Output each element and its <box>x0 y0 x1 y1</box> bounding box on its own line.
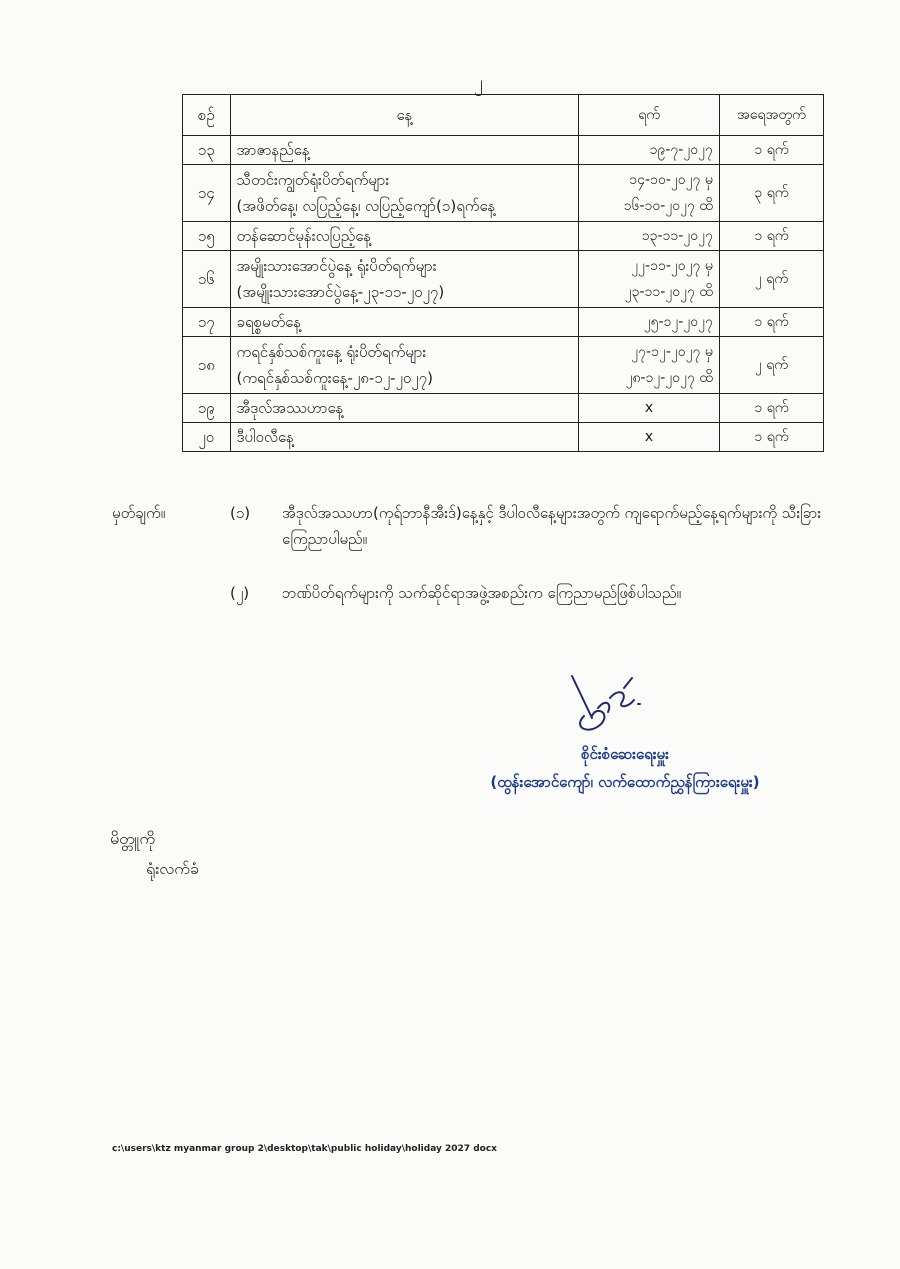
footer-file-path: c:\users\ktz myanmar group 2\desktop\tak\public holiday\holiday 2027 docx <box>112 1144 497 1154</box>
notes-heading: မှတ်ချက်။ <box>112 504 166 522</box>
row-no: ၁၃ <box>183 136 231 165</box>
table-header-row <box>183 95 824 136</box>
table-row <box>183 165 824 222</box>
row-name-cell <box>230 165 579 222</box>
row-name: ဒီပါဝလီနေ့ <box>230 423 579 452</box>
row-name: အီဒုလ်အဿဟာနေ့ <box>230 394 579 423</box>
row-name: တန်ဆောင်မုန်းလပြည့်နေ့ <box>230 222 579 251</box>
signature-stroke <box>572 676 640 730</box>
row-name: အာဇာနည်နေ့ <box>230 136 579 165</box>
row-name-detail: (အမျိုးသားအောင်ပွဲနေ့-၂၃-၁၁-၂၀၂၇) <box>236 283 445 301</box>
table-row <box>183 423 824 452</box>
row-date: ၁၃-၁၁-၂၀၂၇ <box>579 222 720 251</box>
row-count: ၁ ရက် <box>719 136 823 165</box>
note-text: ဘဏ်ပိတ်ရက်များကို သက်ဆိုင်ရာအဖွဲ့အစည်းက ကြေညာမည်ဖြစ်ပါသည်။ <box>282 584 682 602</box>
page-number: ၂ <box>474 72 483 93</box>
signatory-block <box>450 740 800 796</box>
row-name: ခရစ္စမတ်နေ့ <box>230 308 579 337</box>
row-count: ၁ ရက် <box>719 308 823 337</box>
row-no: ၁၈ <box>183 337 231 394</box>
row-name-cell <box>230 251 579 308</box>
table-row <box>183 251 824 308</box>
note-number: (၁) <box>230 504 251 522</box>
row-date-to: ၂၈-၁၂-၂၀၂၇ ထိ <box>625 370 713 386</box>
header-no: စဉ် <box>183 95 231 136</box>
row-date: ၁၉-၇-၂၀၂၇ <box>579 136 720 165</box>
handwritten-signature <box>562 668 652 738</box>
header-date: ရက် <box>579 95 720 136</box>
row-date: x <box>579 423 720 452</box>
row-count: ၁ ရက် <box>719 394 823 423</box>
row-count: ၃ ရက် <box>719 165 823 222</box>
header-name: နေ့ <box>230 95 579 136</box>
row-no: ၁၆ <box>183 251 231 308</box>
row-date-from: ၁၄-၁၀-၂၀၂၇ မှ <box>629 172 713 188</box>
table-row <box>183 222 824 251</box>
row-no: ၁၉ <box>183 394 231 423</box>
row-no: ၁၄ <box>183 165 231 222</box>
row-name-cell <box>230 337 579 394</box>
signatory-name: စိုင်းစံဆေးရေးမှူး <box>581 745 669 763</box>
row-date: ၂၅-၁၂-၂၀၂၇ <box>579 308 720 337</box>
row-date-to: ၁၆-၁၀-၂၀၂၇ ထိ <box>623 198 713 214</box>
distribution-list <box>110 824 199 884</box>
row-name: သီတင်းကျွတ်ရုံးပိတ်ရက်များ <box>236 171 390 189</box>
table-row <box>183 337 824 394</box>
row-name-detail: (အဖိတ်နေ့၊ လပြည့်နေ့၊ လပြည့်ကျော်(၁)ရက်နေ့ <box>236 197 496 215</box>
holiday-table <box>182 94 824 452</box>
table-row <box>183 394 824 423</box>
row-name: အမျိုးသားအောင်ပွဲနေ့ ရုံးပိတ်ရက်များ <box>236 257 437 275</box>
row-count: ၂ ရက် <box>719 251 823 308</box>
distribution-label: မိတ္တူကို <box>110 829 155 848</box>
distribution-item: ရုံးလက်ခံ <box>146 859 199 878</box>
row-no: ၁၅ <box>183 222 231 251</box>
row-count: ၁ ရက် <box>719 222 823 251</box>
row-date-to: ၂၃-၁၁-၂၀၂၇ ထိ <box>624 284 713 300</box>
header-count: အရေအတွက် <box>719 95 823 136</box>
table-row <box>183 136 824 165</box>
row-count: ၂ ရက် <box>719 337 823 394</box>
row-name: ကရင်နှစ်သစ်ကူးနေ့ ရုံးပိတ်ရက်များ <box>236 343 427 361</box>
row-date-from: ၂၇-၁၂-၂၀၂၇ မှ <box>631 344 713 360</box>
signatory-title: (ထွန်းအောင်ကျော်၊ လက်ထောက်ညွှန်ကြားရေးမှူး) <box>490 773 760 791</box>
row-date-cell <box>579 337 720 394</box>
row-no: ၁၇ <box>183 308 231 337</box>
row-date-cell <box>579 251 720 308</box>
row-date: x <box>579 394 720 423</box>
row-date-cell <box>579 165 720 222</box>
row-no: ၂၀ <box>183 423 231 452</box>
row-date-from: ၂၂-၁၁-၂၀၂၇ မှ <box>631 258 713 274</box>
note-number: (၂) <box>230 584 250 602</box>
row-count: ၁ ရက် <box>719 423 823 452</box>
table-row <box>183 308 824 337</box>
note-text: အီဒုလ်အဿဟာ(ကုရ်ဘာနီအီးဒ်)နေ့နှင့် ဒီပါဝလီနေ့များအတွက် ကျရောက်မည့်နေ့ရက်များကို သီးခြားကြေညာပါမည်။ <box>282 504 822 548</box>
row-name-detail: (ကရင်နှစ်သစ်ကူးနေ့-၂၈-၁၂-၂၀၂၇) <box>236 369 433 387</box>
